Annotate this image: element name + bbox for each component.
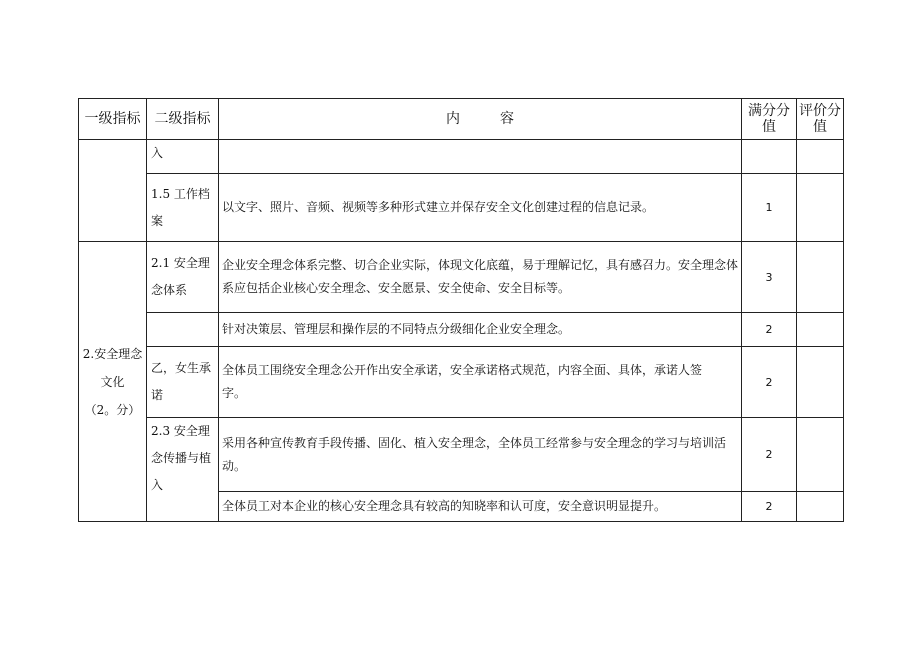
full-score-cell: 1	[742, 174, 797, 242]
content-line: 采用各种宣传教育手段传播、固化、植入安全理念，全体员工经常参与安全理念的学习与培训活	[222, 435, 727, 450]
eval-score-cell	[797, 313, 844, 347]
header-full-score	[742, 99, 797, 140]
table-row	[79, 418, 844, 492]
full-score-cell: 2	[742, 347, 797, 418]
level1-line: 文化	[100, 374, 125, 389]
table-row	[79, 242, 844, 313]
level2-cell	[147, 242, 219, 313]
full-score-cell: 2	[742, 313, 797, 347]
level1-line: （2。分）	[84, 402, 141, 417]
level2-line: 念体系	[151, 283, 188, 297]
content-cell	[219, 242, 742, 313]
content-cell	[219, 140, 742, 174]
eval-score-cell	[797, 347, 844, 418]
content-cell	[219, 347, 742, 418]
table-row	[79, 140, 844, 174]
eval-score-cell	[797, 140, 844, 174]
content-cell: 全体员工对本企业的核心安全理念具有较高的知晓率和认可度，安全意识明显提升。	[219, 492, 742, 522]
header-eval-score-line1: 评价分	[799, 103, 841, 119]
full-score-cell: 2	[742, 492, 797, 522]
eval-score-cell	[797, 418, 844, 492]
level2-line: 2.3 安全理	[151, 424, 210, 438]
level2-line: 入	[151, 478, 164, 492]
table-row	[79, 313, 844, 347]
full-score-cell: 2	[742, 418, 797, 492]
eval-score-cell	[797, 242, 844, 313]
header-content	[219, 99, 742, 140]
content-cell: 以文字、照片、音频、视频等多种形式建立并保存安全文化创建过程的信息记录。	[219, 174, 742, 242]
content-line: 动。	[222, 458, 247, 473]
eval-score-cell	[797, 174, 844, 242]
header-eval-score-line2: 值	[813, 119, 827, 135]
level2-cell	[147, 347, 219, 418]
content-cell: 针对决策层、管理层和操作层的不同特点分级细化企业安全理念。	[219, 313, 742, 347]
header-content-b: 容	[500, 111, 514, 127]
full-score-cell: 3	[742, 242, 797, 313]
level2-line: 乙，女生承	[151, 361, 212, 375]
table-header-row	[79, 99, 844, 140]
level2-line: 诺	[151, 388, 164, 402]
content-line: 系应包括企业核心安全理念、安全愿景、安全使命、安全目标等。	[222, 281, 571, 295]
table-row	[79, 347, 844, 418]
content-line: 全体员工围绕安全理念公开作出安全承诺，安全承诺格式规范，内容全面、具体，承诺人签	[222, 363, 703, 377]
level1-line: 2.安全理念	[82, 346, 143, 361]
level2-cell	[147, 418, 219, 522]
header-full-score-line2: 值	[762, 119, 776, 135]
level1-cell	[79, 242, 147, 522]
eval-score-cell	[797, 492, 844, 522]
table-row	[79, 174, 844, 242]
level1-empty-cell	[79, 140, 147, 242]
content-line: 企业安全理念体系完整、切合企业实际，体现文化底蕴，易于理解记忆，具有感召力。安全理念体	[222, 258, 739, 272]
header-content-a: 内	[446, 111, 460, 127]
content-line: 字。	[222, 386, 247, 400]
header-level2: 二级指标	[147, 99, 219, 140]
level2-line: 入	[151, 146, 164, 160]
header-full-score-line1: 满分分	[748, 103, 790, 119]
level2-line: 1.5 工作档	[151, 186, 210, 201]
level2-line: 案	[151, 213, 164, 228]
header-level1: 一级指标	[79, 99, 147, 140]
level2-line: 念传播与植	[151, 451, 212, 465]
level2-cell	[147, 140, 219, 174]
content-cell	[219, 418, 742, 492]
level2-line: 2.1 安全理	[151, 256, 210, 270]
level2-cell	[147, 174, 219, 242]
level2-cell	[147, 313, 219, 347]
full-score-cell	[742, 140, 797, 174]
header-eval-score	[797, 99, 844, 140]
evaluation-table	[78, 98, 844, 522]
